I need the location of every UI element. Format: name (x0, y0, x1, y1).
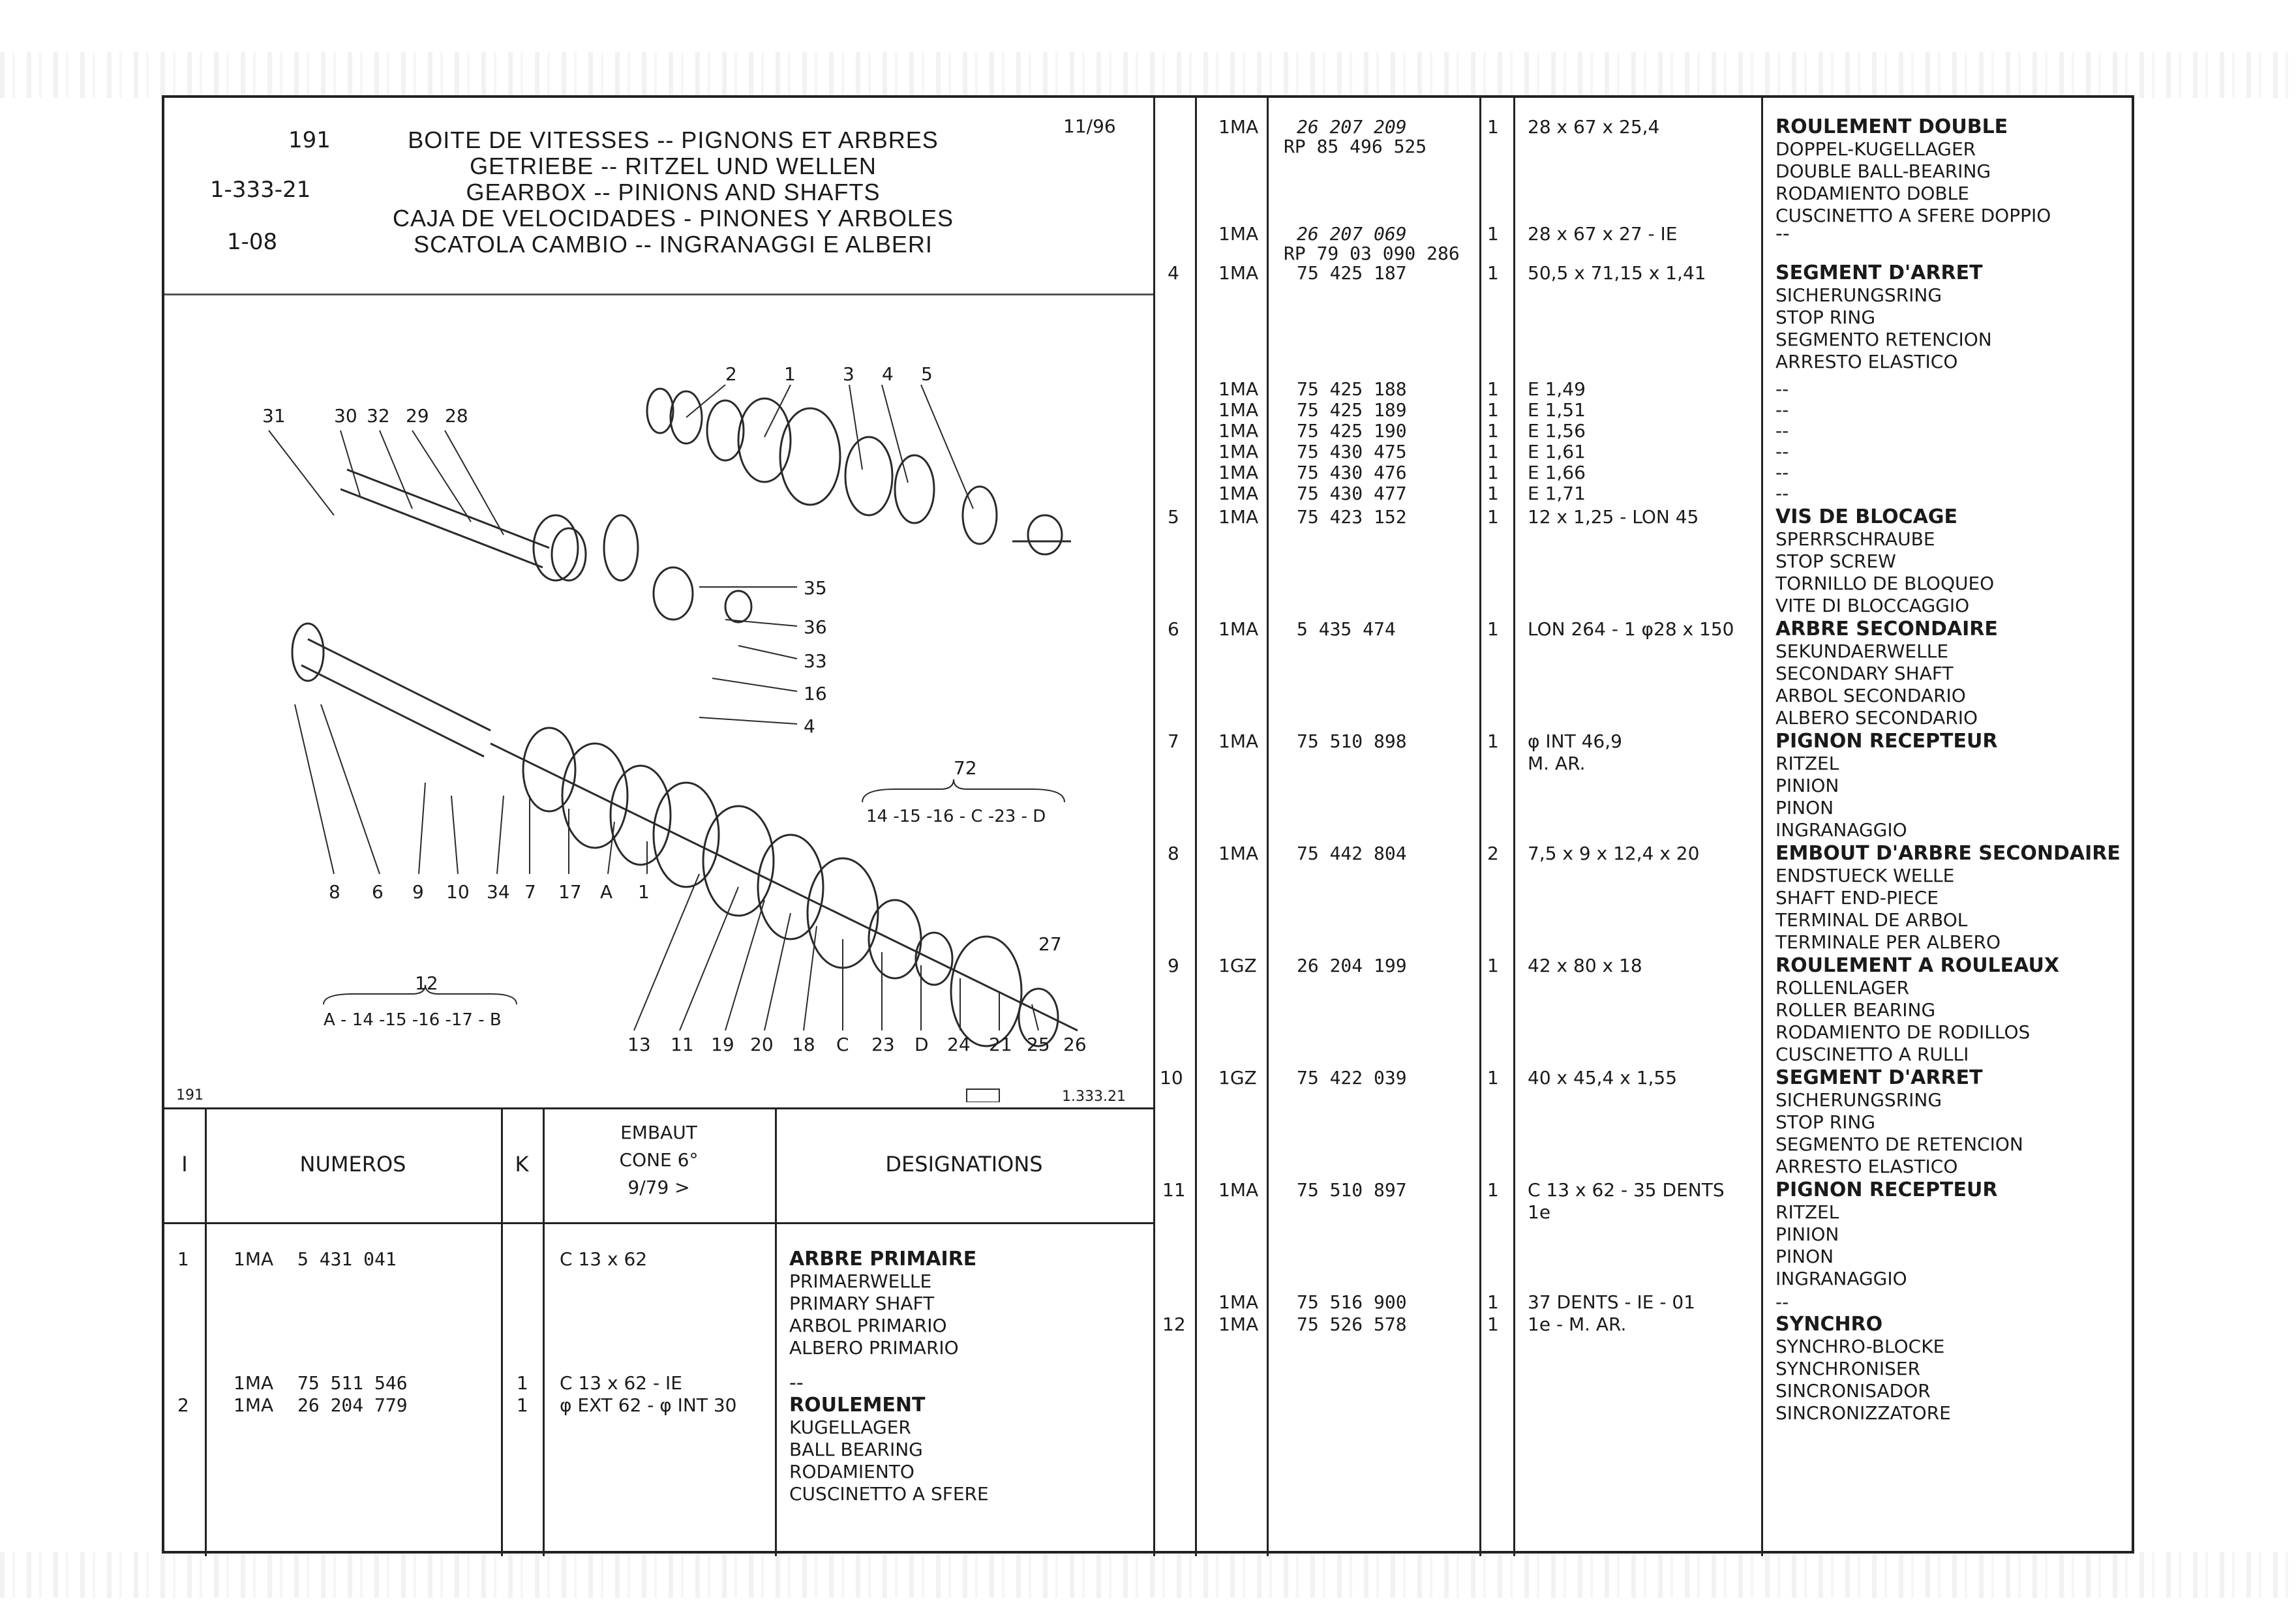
left-col-k (543, 1107, 545, 1556)
left-table-head-bottom (164, 1222, 1153, 1224)
designation-fr: ROULEMENT A ROULEAUX (1775, 954, 2059, 977)
designation-it: ARRESTO ELASTICO (1775, 1156, 1958, 1177)
row-index: 11 (1162, 1179, 1186, 1201)
row-number: 75 430 475 (1297, 441, 1407, 462)
row-number: 5 431 041 (297, 1248, 397, 1270)
designation-de: RITZEL (1775, 753, 1839, 774)
divider-right-idx (1195, 98, 1197, 1556)
designation-es: ARBOL SECONDARIO (1775, 685, 1966, 706)
scan-noise-top (0, 52, 2296, 98)
designation-en: SECONDARY SHAFT (1775, 663, 1954, 684)
designation-en: SHAFT END-PIECE (1775, 887, 1939, 909)
row-mark: 1MA (1218, 506, 1259, 528)
callout-17: 17 (558, 881, 582, 903)
designation-es: SINCRONISADOR (1775, 1380, 1931, 1402)
row-spec: φ INT 46,9 (1528, 730, 1622, 752)
designation-es: ARBOL PRIMARIO (789, 1315, 947, 1336)
row-mark: 1MA (234, 1248, 274, 1270)
callout-16: 16 (804, 683, 827, 704)
designation-fr: SEGMENT D'ARRET (1775, 1066, 1983, 1089)
designation-en: BALL BEARING (789, 1439, 923, 1460)
designation-it: ALBERO SECONDARIO (1775, 707, 1978, 728)
row-mark: 1MA (1218, 462, 1259, 483)
row-spec: LON 264 - 1 φ28 x 150 (1528, 618, 1734, 640)
designation-it: TERMINALE PER ALBERO (1775, 931, 2001, 953)
callout-3: 3 (843, 363, 854, 385)
title-fr: BOITE DE VITESSES -- PIGNONS ET ARBRES (408, 127, 939, 153)
row-qty: 1 (1487, 262, 1499, 284)
row-mark: 1MA (1218, 262, 1259, 284)
callout-27: 27 (1038, 933, 1062, 955)
designation-de: SPERRSCHRAUBE (1775, 528, 1935, 550)
row-designation: -- (1775, 420, 1789, 442)
row-designation (1775, 955, 2059, 1066)
designation-it: CUSCINETTO A SFERE (789, 1483, 989, 1505)
row-index: 2 (177, 1394, 189, 1416)
row-number: 75 425 189 (1297, 399, 1407, 421)
row-spec: E 1,56 (1528, 420, 1586, 442)
row-spec: 12 x 1,25 - LON 45 (1528, 506, 1699, 528)
row-designation (1775, 116, 2051, 227)
row-number: 75 442 804 (1297, 843, 1407, 864)
row-mark: 1MA (234, 1372, 274, 1394)
exploded-diagram (164, 300, 1153, 1105)
row-index: 4 (1168, 262, 1179, 284)
callout-25: 25 (1027, 1034, 1050, 1055)
row-designation: -- (1775, 399, 1789, 421)
row-designation (1775, 1179, 1997, 1290)
row-qty: 1 (1487, 1291, 1499, 1313)
row-number: 75 425 188 (1297, 378, 1407, 400)
designation-fr: ARBRE PRIMAIRE (789, 1248, 977, 1270)
row-designation: -- (1775, 462, 1789, 483)
designation-es: TERMINAL DE ARBOL (1775, 909, 1968, 931)
designation-en: STOP SCREW (1775, 550, 1896, 572)
col-head-mount-2: CONE 6° (619, 1149, 699, 1171)
row-index: 6 (1168, 618, 1179, 640)
callout-9: 9 (412, 881, 424, 903)
designation-fr: PIGNON RECEPTEUR (1775, 730, 1998, 753)
designation-it: ARRESTO ELASTICO (1775, 351, 1958, 372)
callout-13: 13 (627, 1034, 651, 1055)
group-72-items: 14 -15 -16 - C -23 - D (866, 807, 1046, 826)
row-qty: 1 (1487, 1179, 1499, 1201)
row-mark: 1MA (1218, 399, 1259, 421)
col-head-k: K (515, 1152, 529, 1177)
row-number: 75 526 578 (1297, 1314, 1407, 1335)
designation-en: DOUBLE BALL-BEARING (1775, 160, 1991, 182)
page-code: 11/96 (1063, 115, 1116, 137)
row-number: 26 207 209 (1297, 116, 1407, 138)
callout-35: 35 (804, 577, 827, 599)
designation-it: CUSCINETTO A SFERE DOPPIO (1775, 205, 2051, 226)
designation-es: SEGMENTO RETENCION (1775, 329, 1992, 350)
col-head-index: I (181, 1152, 188, 1177)
row-number: 75 511 546 (297, 1372, 408, 1394)
row-spec: E 1,66 (1528, 462, 1586, 483)
callout-6: 6 (372, 881, 384, 903)
designation-it: CUSCINETTO A RULLI (1775, 1044, 1969, 1065)
callout-32: 32 (367, 405, 390, 427)
designation-de: RITZEL (1775, 1201, 1839, 1223)
row-spec: φ EXT 62 - φ INT 30 (560, 1394, 737, 1416)
row-qty: 1 (1487, 618, 1499, 640)
row-qty: 1 (1487, 399, 1499, 421)
callout-29: 29 (406, 405, 429, 427)
designation-en: STOP RING (1775, 1111, 1876, 1133)
designation-it: ALBERO PRIMARIO (789, 1337, 959, 1359)
designation-de: SICHERUNGSRING (1775, 1089, 1942, 1111)
row-spec: 28 x 67 x 25,4 (1528, 116, 1660, 138)
row-number: 75 510 898 (1297, 730, 1407, 752)
row-number: 75 510 897 (1297, 1179, 1407, 1201)
designation-it: SINCRONIZZATORE (1775, 1402, 1951, 1424)
row-number: 26 207 069 (1297, 223, 1407, 245)
row-qty: 1 (1487, 1067, 1499, 1089)
row-spec: E 1,71 (1528, 483, 1586, 504)
row-designation: -- (1775, 441, 1789, 462)
title-en: GEARBOX -- PINIONS AND SHAFTS (466, 179, 881, 205)
row-designation (1775, 1314, 1951, 1424)
designation-de: SEKUNDAERWELLE (1775, 640, 1949, 662)
row-index: 7 (1168, 730, 1179, 752)
title-it: SCATOLA CAMBIO -- INGRANAGGI E ALBERI (414, 231, 933, 258)
col-head-designations: DESIGNATIONS (885, 1152, 1043, 1177)
row-spec: 28 x 67 x 27 - IE (1528, 223, 1678, 245)
row-designation (789, 1394, 989, 1505)
callout-2: 2 (725, 363, 737, 385)
row-number: 75 423 152 (1297, 506, 1407, 528)
designation-fr: ROULEMENT (789, 1394, 926, 1417)
callout-19: 19 (711, 1034, 734, 1055)
designation-it: INGRANAGGIO (1775, 819, 1907, 841)
callout-20: 20 (750, 1034, 774, 1055)
row-spec: C 13 x 62 (560, 1248, 648, 1270)
designation-en: PRIMARY SHAFT (789, 1293, 935, 1314)
callout-4-top: 4 (882, 363, 894, 385)
row-number: 75 516 900 (1297, 1291, 1407, 1313)
designation-it: VITE DI BLOCCAGGIO (1775, 595, 1970, 616)
callout-34: 34 (487, 881, 510, 903)
callout-D: D (914, 1034, 929, 1055)
row-qty: 1 (1487, 1314, 1499, 1335)
callout-28: 28 (445, 405, 468, 427)
col-head-numeros: NUMEROS (299, 1152, 406, 1177)
row-spec: 40 x 45,4 x 1,55 (1528, 1067, 1678, 1089)
designation-es: RODAMIENTO DE RODILLOS (1775, 1021, 2031, 1043)
row-designation (1775, 730, 1997, 841)
row-mark: 1MA (1218, 420, 1259, 442)
row-number: 26 204 199 (1297, 955, 1407, 976)
row-qty: 1 (1487, 483, 1499, 504)
designation-it: INGRANAGGIO (1775, 1268, 1907, 1289)
designation-es: SEGMENTO DE RETENCION (1775, 1134, 2023, 1155)
designation-fr: SYNCHRO (1775, 1313, 1883, 1336)
designation-de: SICHERUNGSRING (1775, 284, 1942, 306)
callout-33: 33 (804, 650, 827, 672)
row-mark: 1MA (1218, 1314, 1259, 1335)
designation-fr: ROULEMENT DOUBLE (1775, 115, 2008, 138)
group-12-items: A - 14 -15 -16 -17 - B (324, 1010, 502, 1030)
row-spec-2: 1e (1528, 1201, 1551, 1223)
designation-en: STOP RING (1775, 307, 1876, 328)
designation-fr: SEGMENT D'ARRET (1775, 262, 1983, 284)
row-designation (789, 1372, 804, 1394)
designation-en: SYNCHRONISER (1775, 1358, 1921, 1379)
divider-right-mark (1267, 98, 1269, 1556)
row-mark: 1MA (1218, 843, 1259, 864)
row-mark: 1MA (1218, 441, 1259, 462)
row-designation (1775, 506, 1994, 617)
ref-top: 191 (288, 127, 331, 153)
gearbox-exploded-view (164, 300, 1143, 1102)
row-spec: E 1,49 (1528, 378, 1586, 400)
row-number-alt: RP 85 496 525 (1284, 136, 1427, 157)
row-number: 75 422 039 (1297, 1067, 1407, 1089)
row-index: 9 (1168, 955, 1179, 976)
ref-edition: 1-08 (227, 229, 278, 255)
row-designation: -- (1775, 378, 1789, 400)
callout-7: 7 (524, 881, 536, 903)
designation-de: ENDSTUECK WELLE (1775, 865, 1955, 886)
callout-8: 8 (329, 881, 340, 903)
callout-1: 1 (784, 363, 796, 385)
row-mark: 1MA (1218, 483, 1259, 504)
row-designation (1775, 223, 1790, 245)
row-mark: 1MA (1218, 1179, 1259, 1201)
col-head-mount-1: EMBAUT (620, 1122, 697, 1143)
designation-es: RODAMIENTO (789, 1461, 914, 1482)
group-72-number: 72 (954, 757, 977, 779)
diagram-footer-left: 191 (176, 1087, 204, 1104)
header-divider (164, 293, 1153, 295)
designation-fr: PIGNON RECEPTEUR (1775, 1179, 1998, 1201)
designation-es: RODAMIENTO DOBLE (1775, 183, 1969, 204)
row-index: 5 (1168, 506, 1179, 528)
callout-5: 5 (921, 363, 933, 385)
row-designation (1775, 1067, 2023, 1178)
row-number: 75 430 476 (1297, 462, 1407, 483)
row-qty: 1 (517, 1372, 528, 1394)
row-designation: -- (1775, 1291, 1789, 1313)
row-number: 75 425 190 (1297, 420, 1407, 442)
divider-right-qty (1513, 98, 1515, 1556)
left-table-top (164, 1107, 1153, 1109)
row-number: 75 425 187 (1297, 262, 1407, 284)
row-number-alt: RP 79 03 090 286 (1284, 243, 1460, 264)
row-designation (789, 1248, 976, 1359)
callout-30: 30 (334, 405, 357, 427)
callout-10: 10 (446, 881, 470, 903)
row-qty: 1 (1487, 730, 1499, 752)
designation-de: SYNCHRO-BLOCKE (1775, 1336, 1945, 1357)
row-qty: 1 (1487, 462, 1499, 483)
designation-fr: VIS DE BLOCAGE (1775, 505, 1958, 528)
row-qty: 1 (1487, 506, 1499, 528)
row-index: 12 (1162, 1314, 1186, 1335)
row-qty: 1 (517, 1394, 528, 1416)
row-index: 8 (1168, 843, 1179, 864)
designation-fr: -- (789, 1372, 804, 1394)
designation-de: KUGELLAGER (789, 1417, 911, 1438)
row-mark: 1MA (1218, 1291, 1259, 1313)
callout-31: 31 (262, 405, 286, 427)
row-mark: 1MA (1218, 223, 1259, 245)
callout-1-bottom: 1 (638, 881, 650, 903)
title-de: GETRIEBE -- RITZEL UND WELLEN (470, 153, 877, 179)
designation-fr: -- (1775, 222, 1790, 245)
callout-4-mid: 4 (804, 715, 815, 737)
designation-en: ROLLER BEARING (1775, 999, 1936, 1021)
row-spec: 42 x 80 x 18 (1528, 955, 1642, 976)
row-qty: 1 (1487, 116, 1499, 138)
row-mark: 1GZ (1218, 955, 1257, 976)
row-number: 75 430 477 (1297, 483, 1407, 504)
row-spec: E 1,51 (1528, 399, 1586, 421)
divider-right-num (1479, 98, 1481, 1556)
row-spec: 50,5 x 71,15 x 1,41 (1528, 262, 1706, 284)
row-spec: C 13 x 62 - IE (560, 1372, 682, 1394)
divider-right-spec (1761, 98, 1763, 1556)
designation-fr: EMBOUT D'ARBRE SECONDAIRE (1775, 842, 2121, 865)
callout-18: 18 (792, 1034, 815, 1055)
scan-noise-bottom (0, 1552, 2296, 1598)
row-qty: 1 (1487, 441, 1499, 462)
row-spec: 37 DENTS - IE - 01 (1528, 1291, 1695, 1313)
row-spec: 1e - M. AR. (1528, 1314, 1627, 1335)
row-mark: 1MA (234, 1394, 274, 1416)
row-qty: 2 (1487, 843, 1499, 864)
row-mark: 1MA (1218, 618, 1259, 640)
parts-sheet (162, 95, 2134, 1554)
designation-es: TORNILLO DE BLOQUEO (1775, 573, 1995, 594)
designation-en: PINION (1775, 1224, 1839, 1245)
designation-de: PRIMAERWELLE (789, 1270, 932, 1292)
row-qty: 1 (1487, 223, 1499, 245)
row-designation (1775, 618, 1998, 729)
row-qty: 1 (1487, 420, 1499, 442)
designation-en: PINION (1775, 775, 1839, 796)
callout-36: 36 (804, 616, 827, 638)
row-number: 26 204 779 (297, 1394, 408, 1416)
designation-fr: ARBRE SECONDAIRE (1775, 618, 1998, 640)
diagram-footer-right: 1.333.21 (1062, 1089, 1126, 1105)
row-spec: C 13 x 62 - 35 DENTS (1528, 1179, 1725, 1201)
designation-es: PINON (1775, 797, 1834, 819)
callout-21: 21 (989, 1034, 1012, 1055)
row-index: 10 (1160, 1067, 1183, 1089)
designation-de: DOPPEL-KUGELLAGER (1775, 138, 1976, 160)
row-designation: -- (1775, 483, 1789, 504)
callout-24: 24 (947, 1034, 971, 1055)
row-qty: 1 (1487, 378, 1499, 400)
group-12-number: 12 (415, 972, 438, 994)
designation-es: PINON (1775, 1246, 1834, 1267)
row-spec: E 1,61 (1528, 441, 1586, 462)
row-mark: 1MA (1218, 116, 1259, 138)
row-spec-2: M. AR. (1528, 753, 1586, 774)
title-es: CAJA DE VELOCIDADES - PINONES Y ARBOLES (393, 205, 954, 232)
callout-A: A (600, 881, 613, 903)
row-designation (1775, 262, 1992, 373)
row-mark: 1GZ (1218, 1067, 1257, 1089)
row-number: 5 435 474 (1297, 618, 1396, 640)
row-qty: 1 (1487, 955, 1499, 976)
row-index: 1 (177, 1248, 189, 1270)
col-head-mount-3: 9/79 > (627, 1177, 690, 1198)
callout-C: C (836, 1034, 849, 1055)
designation-de: ROLLENLAGER (1775, 977, 1910, 999)
callout-26: 26 (1063, 1034, 1087, 1055)
row-mark: 1MA (1218, 730, 1259, 752)
divider-left-right (1153, 98, 1155, 1556)
row-mark: 1MA (1218, 378, 1259, 400)
callout-11: 11 (671, 1034, 694, 1055)
ref-code: 1-333-21 (210, 177, 311, 203)
callout-23: 23 (871, 1034, 895, 1055)
row-spec: 7,5 x 9 x 12,4 x 20 (1528, 843, 1700, 864)
row-designation (1775, 843, 2121, 954)
